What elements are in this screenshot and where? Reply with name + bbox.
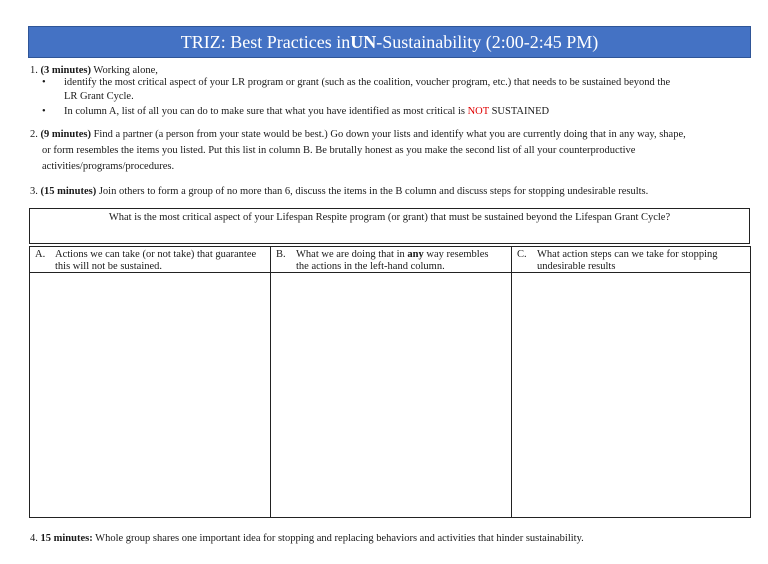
step-2 xyxy=(30,128,750,174)
column-b-line-2: the actions in the left-hand column. xyxy=(296,261,445,272)
step-4-text: Whole group shares one important idea for stopping and replacing behaviors and activities that hinder sustainability. xyxy=(92,533,584,544)
bullet-2-highlight: NOT xyxy=(467,106,489,117)
step-3-text: Join others to form a group of no more than 6, discuss the items in the B column and discuss steps for stopping undesirable results. xyxy=(96,186,649,197)
step-2-time: (9 minutes) xyxy=(40,129,91,140)
title-suffix: -Sustainability (2:00-2:45 PM) xyxy=(376,31,599,52)
step-1-time: (3 minutes) xyxy=(40,65,91,76)
column-b-letter: B. xyxy=(276,249,286,260)
column-a-letter: A. xyxy=(35,249,46,260)
column-b-line-1 xyxy=(296,249,507,261)
title-emphasis: UN xyxy=(350,31,377,52)
step-4-number: 4. xyxy=(30,533,38,544)
column-c-line-1: What action steps can we take for stopping xyxy=(537,249,718,260)
step-2-line-1: Find a partner (a person from your state would be best.) Go down your lists and identify what you are currently doing that in any way, shape, xyxy=(90,129,686,140)
column-a[interactable] xyxy=(30,247,271,517)
critical-aspect-question xyxy=(29,208,750,244)
step-3 xyxy=(30,185,750,199)
column-b-line-1-after: way resembles xyxy=(423,249,489,260)
column-c-header xyxy=(512,247,750,273)
step-2-line-2: or form resembles the items you listed. Put this list in column B. Be brutally honest as you make the second list of all your counterproductive xyxy=(42,145,636,156)
column-c-letter: C. xyxy=(517,249,527,260)
worksheet-table xyxy=(29,246,751,518)
column-b[interactable] xyxy=(271,247,512,517)
step-2-number: 2. xyxy=(30,129,38,140)
step-2-line-3: activities/programs/procedures. xyxy=(42,161,175,172)
bullet-dot-icon: • xyxy=(42,77,46,88)
bullet-1-line-2: LR Grant Cycle. xyxy=(64,91,134,102)
column-c-line-2: undesirable results xyxy=(537,261,616,272)
column-a-header xyxy=(30,247,270,273)
step-3-time: (15 minutes) xyxy=(40,186,97,197)
column-a-line-1: Actions we can take (or not take) that guarantee xyxy=(55,249,257,260)
column-b-line-1-bold: any xyxy=(407,249,424,260)
step-1-number: 1. xyxy=(30,65,38,76)
column-b-line-1-before: What we are doing that in xyxy=(296,249,408,260)
bullet-dot-icon: • xyxy=(42,106,46,117)
step-3-number: 3. xyxy=(30,186,38,197)
step-1-text: Working alone, xyxy=(90,65,158,76)
bullet-2-before: In column A, list of all you can do to make sure that what you have identified as most critical is xyxy=(64,106,468,117)
bullet-2-after: SUSTAINED xyxy=(488,106,550,117)
step-4 xyxy=(30,533,750,544)
page-title xyxy=(28,26,751,58)
title-prefix: TRIZ: Best Practices in xyxy=(180,31,351,52)
column-c[interactable] xyxy=(512,247,750,517)
step-4-time: 15 minutes: xyxy=(40,533,93,544)
question-text: What is the most critical aspect of your Lifespan Respite program (or grant) that must be sustained beyond the Lifespan Grant Cycle? xyxy=(108,212,671,223)
bullet-1-line-1: identify the most critical aspect of your LR program or grant (such as the coalition, voucher program, etc.) that needs to be sustained beyond the xyxy=(64,77,671,88)
column-a-line-2: this will not be sustained. xyxy=(55,261,163,272)
column-b-header xyxy=(271,247,511,273)
